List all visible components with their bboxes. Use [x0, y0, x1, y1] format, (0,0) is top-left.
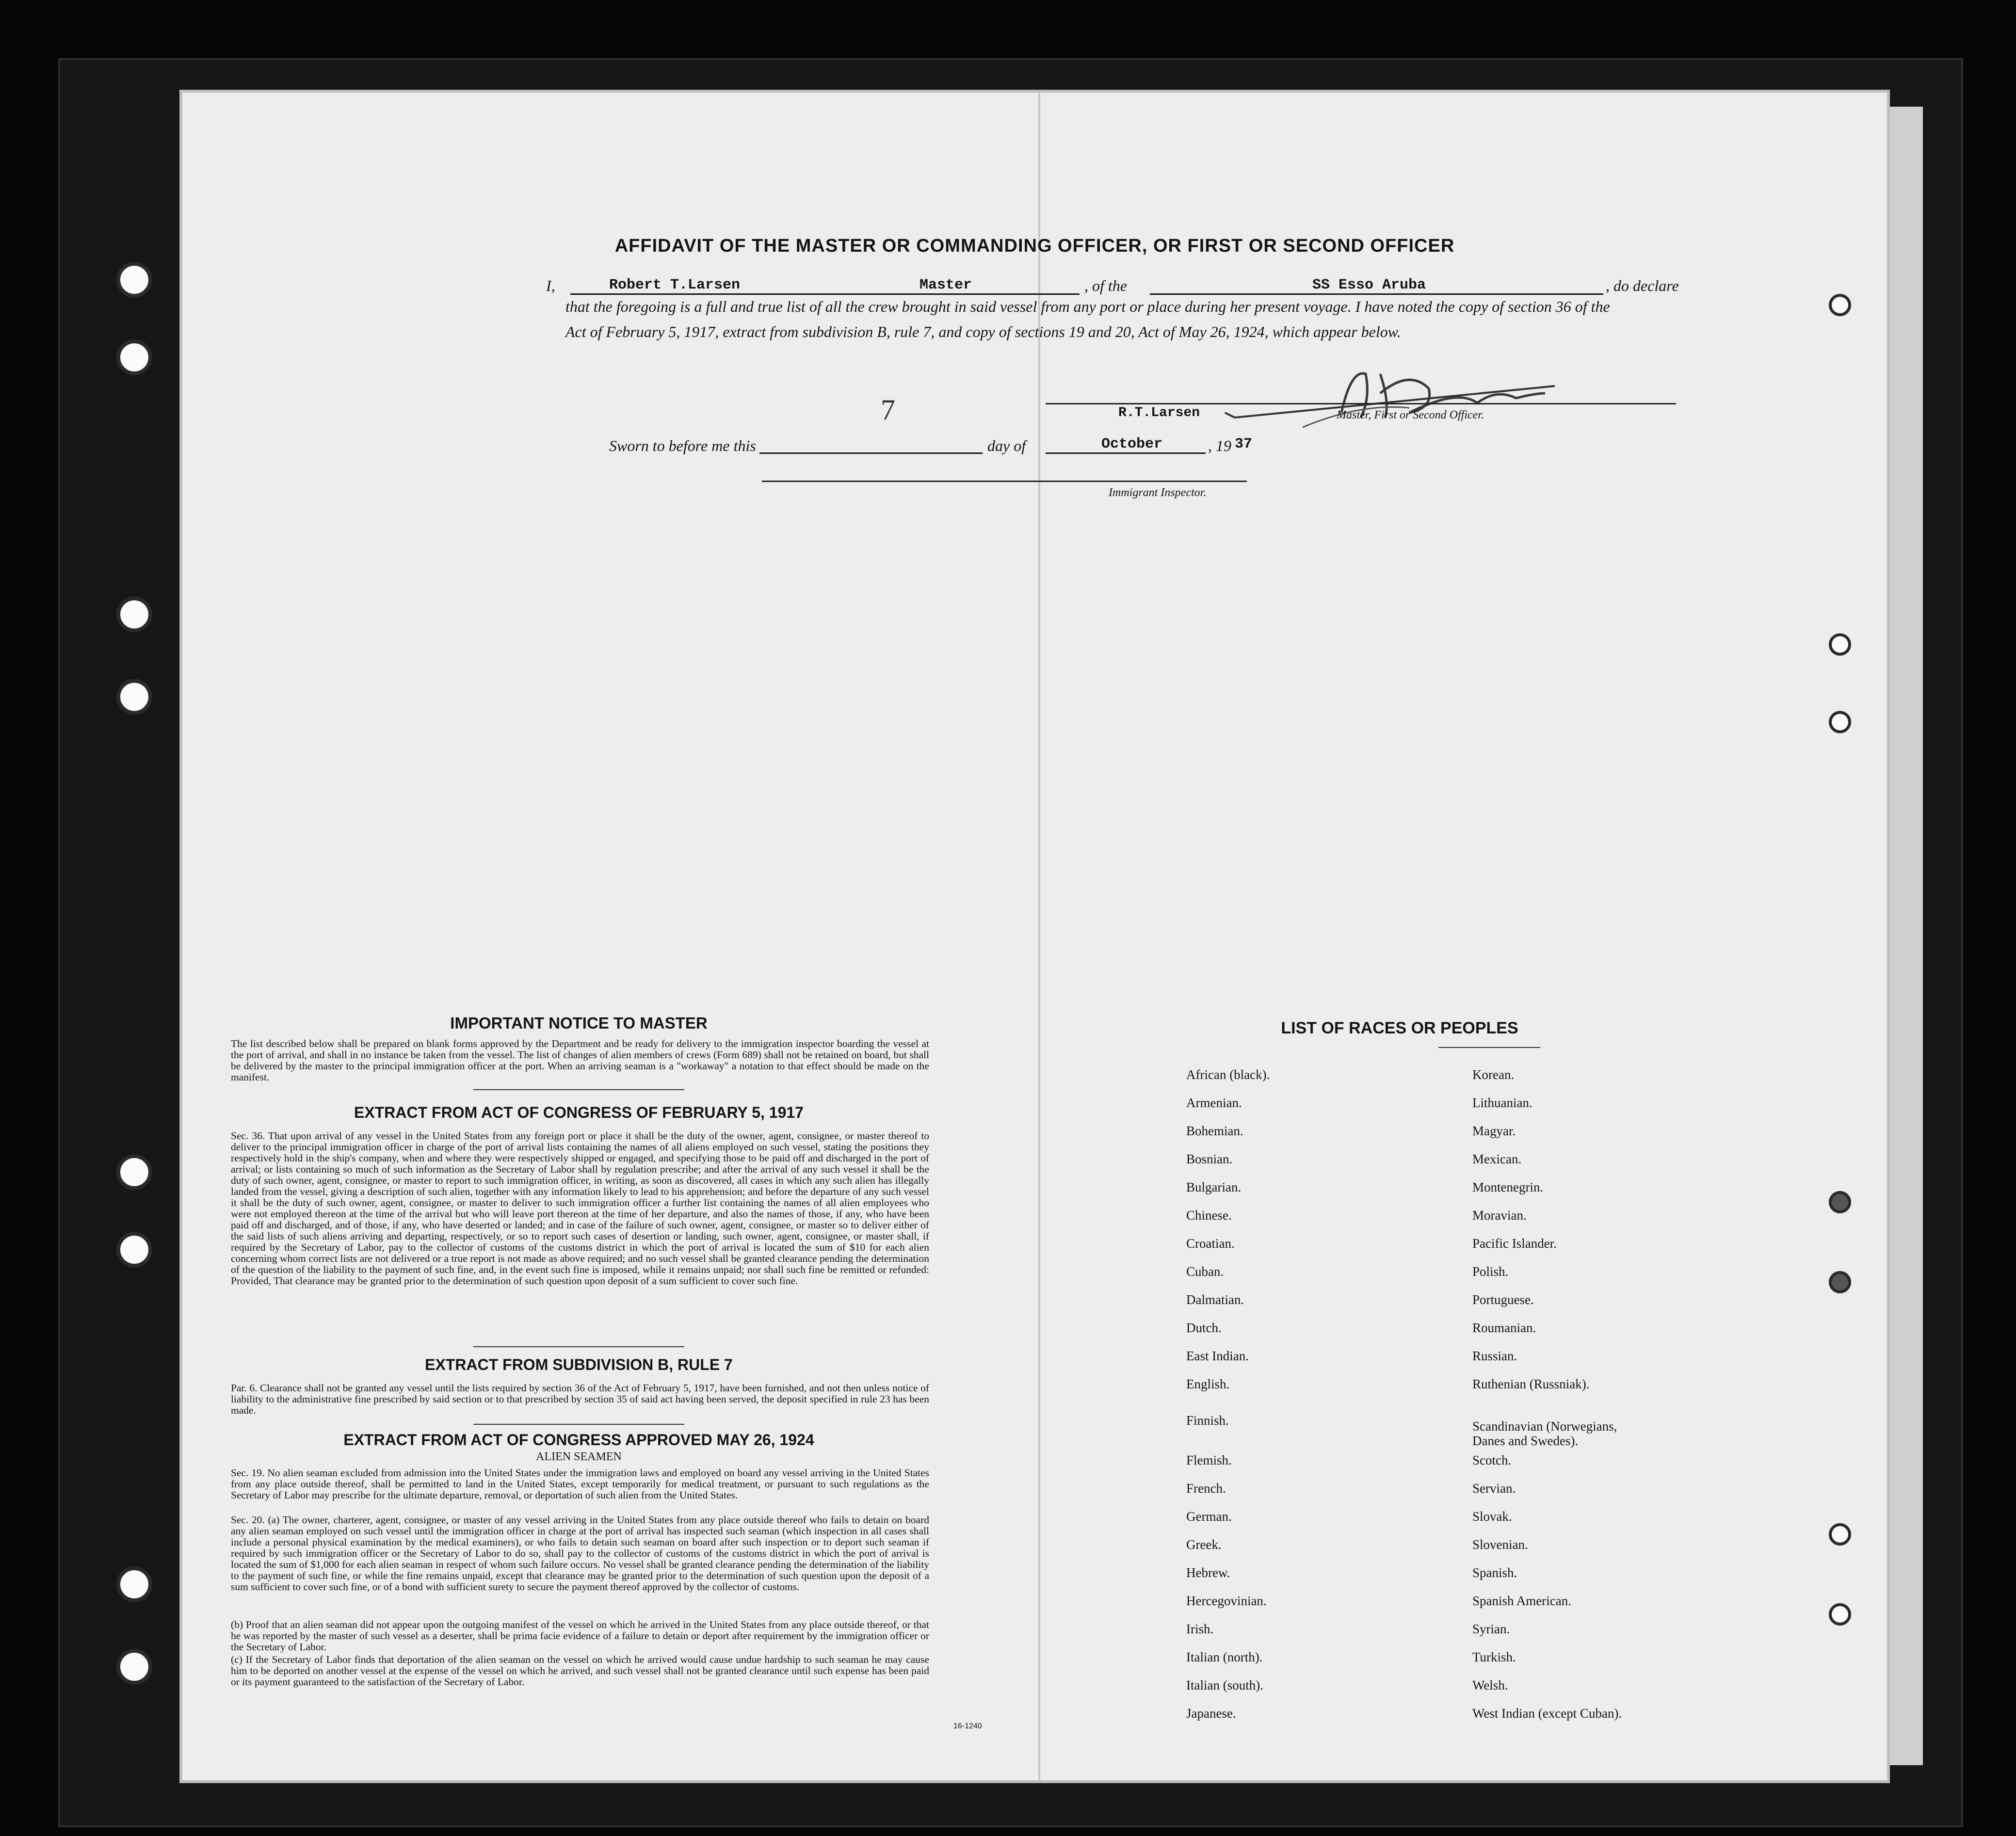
form-number: 16-1240 — [953, 1722, 982, 1730]
race-item: Italian (south). — [1186, 1677, 1263, 1692]
race-item: Russian. — [1472, 1349, 1517, 1363]
race-item: Croatian. — [1186, 1236, 1235, 1251]
race-item: Slovenian. — [1472, 1537, 1528, 1552]
extract-1924-heading: EXTRACT FROM ACT OF CONGRESS APPROVED MAY 26, 1924 — [343, 1431, 814, 1449]
sec19-text: Sec. 19. No alien seaman excluded from admission into the United States under the immigration laws and employed on board any vessel arriving in the United States from any place outside thereof, shall be permitted to land in the United States, except temporarily for medical treatment, or pursuant to such regulations as the Secretary of Labor may prescribe for the ultimate departure, removal, or deportation of such alien from the United States. — [231, 1467, 929, 1501]
of-the-label: , of the — [1084, 277, 1127, 294]
race-item: Spanish American. — [1472, 1593, 1571, 1608]
race-item: Portuguese. — [1472, 1292, 1534, 1307]
race-item: Lithuanian. — [1472, 1095, 1532, 1110]
day-line — [759, 435, 983, 454]
affidavit-body: that the foregoing is a full and true list of all the crew brought in said vessel from any port or place during her present voyage. I have noted the copy of section 36 of the Act of February 5, 1917, extract from subdivision B, rule 7, and copy of sections 19 and 20, Act of May 26, 1924, which appear below. — [565, 298, 1610, 340]
signature-typed: R.T.Larsen — [1118, 405, 1200, 420]
notice-heading: IMPORTANT NOTICE TO MASTER — [450, 1014, 708, 1032]
punch-hole — [1829, 294, 1851, 316]
race-item: Scandinavian (Norwegians, Danes and Swedes). — [1472, 1419, 1617, 1448]
race-item: Syrian. — [1472, 1621, 1510, 1636]
race-item: Moravian. — [1472, 1208, 1527, 1223]
day-handwritten: 7 — [881, 394, 895, 426]
divider — [1438, 1047, 1540, 1048]
race-item: Finnish. — [1186, 1413, 1229, 1428]
underlying-page-edge — [1887, 107, 1923, 1765]
extract-rule7-heading: EXTRACT FROM SUBDIVISION B, RULE 7 — [425, 1356, 733, 1373]
punch-hole — [116, 339, 152, 375]
race-item: Korean. — [1472, 1067, 1515, 1082]
race-item: East Indian. — [1186, 1349, 1249, 1363]
punch-hole — [116, 262, 152, 298]
race-item: Roumanian. — [1472, 1321, 1536, 1335]
punch-hole — [116, 679, 152, 715]
race-item: West Indian (except Cuban). — [1472, 1706, 1622, 1721]
punch-hole — [1829, 711, 1851, 733]
sec20c-text: (c) If the Secretary of Labor finds that deportation of the alien seaman on the vessel on which he arrived would cause undue hardship to such seaman he may cause him to be deported on another vessel at the expense of the vessel on which he arrived, and such vessel shall not be granted clearance until such expense has been paid or its payment guaranteed to the satisfaction of the Secretary of Labor. — [231, 1654, 929, 1688]
race-item: Greek. — [1186, 1537, 1222, 1552]
divider — [473, 1346, 684, 1347]
punch-hole — [1829, 1603, 1851, 1626]
race-item: Dutch. — [1186, 1321, 1222, 1335]
race-item: Dalmatian. — [1186, 1292, 1244, 1307]
race-item: Ruthenian (Russniak). — [1472, 1377, 1590, 1391]
punch-hole — [116, 1566, 152, 1602]
punch-hole — [1829, 1271, 1851, 1293]
punch-hole — [1829, 633, 1851, 656]
vessel-name: SS Esso Aruba — [1312, 277, 1426, 293]
race-item: Mexican. — [1472, 1152, 1522, 1166]
inspector-line — [762, 481, 1247, 482]
race-item: Hercegovinian. — [1186, 1593, 1267, 1608]
punch-hole — [1829, 1523, 1851, 1546]
sworn-label: Sworn to before me this — [609, 437, 756, 454]
race-item: Scotch. — [1472, 1452, 1512, 1467]
affidavit-heading: AFFIDAVIT OF THE MASTER OR COMMANDING OFFICER, OR FIRST OR SECOND OFFICER — [614, 236, 1455, 256]
divider — [473, 1424, 684, 1425]
punch-hole — [1829, 1191, 1851, 1213]
signature-role: Master, First or Second Officer. — [1337, 409, 1484, 421]
race-item: Bosnian. — [1186, 1152, 1233, 1166]
race-item: Magyar. — [1472, 1124, 1516, 1138]
race-item: German. — [1186, 1509, 1232, 1524]
race-item: Japanese. — [1186, 1706, 1236, 1721]
punch-hole — [116, 1649, 152, 1685]
race-item: Bohemian. — [1186, 1124, 1243, 1138]
punch-hole — [116, 1154, 152, 1190]
do-declare-label: , do declare — [1606, 277, 1679, 294]
punch-hole — [116, 596, 152, 632]
race-item: Hebrew. — [1186, 1565, 1230, 1580]
master-name: Robert T.Larsen — [609, 277, 741, 293]
race-item: French. — [1186, 1481, 1226, 1496]
race-item: Italian (north). — [1186, 1649, 1263, 1664]
extract-1917-heading: EXTRACT FROM ACT OF CONGRESS OF FEBRUARY 5, 1917 — [354, 1104, 804, 1121]
year-value: 37 — [1235, 436, 1253, 452]
notice-text: The list described below shall be prepared on blank forms approved by the Department and be ready for delivery to the immigration inspector boarding the vessel at the port of arrival, and shall in no instance be taken from the vessel. The list of changes of alien members of crews (Form 689) shall not be retained on board, but shall be delivered by the master to the principal immigration officer at the port. When an arriving seaman is a "workaway" a notation to that effect should be made on the manifest. — [231, 1038, 929, 1083]
race-item: Spanish. — [1472, 1565, 1517, 1580]
race-item: English. — [1186, 1377, 1230, 1391]
race-item: Montenegrin. — [1472, 1180, 1544, 1194]
sec20b-text: (b) Proof that an alien seaman did not appear upon the outgoing manifest of the vessel on which he arrived in the United States from any place outside thereof, or that he was reported by the master of such vessel as a deserter, shall be prima facie evidence of a failure to detain or deport after requirement by the immigration officer or the Secretary of Labor. — [231, 1619, 929, 1653]
punch-hole — [116, 1232, 152, 1268]
divider — [473, 1089, 684, 1090]
race-item: African (black). — [1186, 1067, 1270, 1082]
race-item: Servian. — [1472, 1481, 1516, 1496]
signature-line — [1046, 403, 1676, 404]
year-prefix: , 19 — [1208, 437, 1231, 454]
race-item: Polish. — [1472, 1264, 1509, 1279]
race-item: Cuban. — [1186, 1264, 1224, 1279]
sec20a-text: Sec. 20. (a) The owner, charterer, agent, consignee, or master of any vessel arriving in the United States from any place outside thereof who fails to detain on board any alien seaman employed on such vessel until the immigration officer in charge at the port of arrival has inspected such seaman (which inspection in all cases shall include a personal physical examination by the medical examiners), or who fails to detain such seaman on board after such inspection or to deport such seaman if required by such immigration officer or the Secretary of Labor to do so, shall pay to the collector of customs of the customs district in which the port of arrival is located the sum of $1,000 for each alien seaman in respect of whom such failure occurs. No vessel shall be granted clearance pending the determination of the liability to the payment of such fine, or while the fine remains unpaid, except that clearance may be granted prior to the determination of such question upon the deposit of a sum sufficient to cover such fine, or of a bond with sufficient surety to secure the payment thereof approved by the collector of customs. — [231, 1514, 929, 1593]
document-page — [179, 90, 1890, 1783]
races-heading: LIST OF RACES OR PEOPLES — [1281, 1019, 1518, 1037]
extract-1917-text: Sec. 36. That upon arrival of any vessel in the United States from any foreign port or place it shall be the duty of the owner, agent, consignee, or master thereof to deliver to the principal immigration officer in charge of the port of arrival lists containing the names of all aliens employed on such vessel, stating the positions they respectively hold in the ship's company, when and where they were respectively shipped or engaged, and specifying those to be paid off and discharged in the port of arrival; or lists containing so much of such information as the Secretary of Labor shall by regulation prescribe; and after the arrival of any such vessel it shall be the duty of such owner, agent, consignee, or master to report to such immigration officer, in writing, as soon as discovered, all cases in which any such alien has illegally landed from the vessel, giving a description of such alien, together with any information likely to lead to his apprehension; and before the departure of any such vessel it shall be the duty of such owner, agent, consignee, or master to deliver to such immigration officer a further list containing the names of all alien employees who were not employed thereon at the time of the arrival but who will leave port thereon at the time of her departure, and also the names of those, if any, who have been paid off and discharged, and of those, if any, who have deserted or landed; and in case of the failure of such owner, agent, consignee, or master so to deliver either of the said lists of such aliens arriving and departing, respectively, or so to report such cases of desertion or landing, such owner, agent, consignee, or master shall, if required by the Secretary of Labor, pay to the collector of customs of the customs district in which the port of arrival is located the sum of $10 for each alien concerning whom correct lists are not delivered or a true report is not made as above required; and no such vessel shall be granted clearance pending the determination of the question of the liability to the payment of such fine, and, in the event such fine is imposed, while it remains unpaid; nor shall such fine be remitted or refunded: Provided, That clearance may be granted prior to the determination of such question upon deposit of a sum sufficient to cover such fine. — [231, 1130, 929, 1287]
master-rank: Master — [919, 277, 972, 293]
race-item: Turkish. — [1472, 1649, 1516, 1664]
race-item: Bulgarian. — [1186, 1180, 1242, 1194]
race-item: Pacific Islander. — [1472, 1236, 1557, 1251]
race-item: Flemish. — [1186, 1452, 1232, 1467]
month-value: October — [1101, 436, 1163, 452]
page-fold — [1038, 93, 1040, 1780]
race-item: Irish. — [1186, 1621, 1214, 1636]
race-item: Welsh. — [1472, 1677, 1508, 1692]
race-item: Slovak. — [1472, 1509, 1512, 1524]
inspector-label: Immigrant Inspector. — [1109, 486, 1207, 499]
extract-1924-subheading: ALIEN SEAMEN — [536, 1450, 622, 1463]
day-of-label: day of — [987, 437, 1026, 454]
i-label: I, — [546, 277, 555, 294]
race-item: Armenian. — [1186, 1095, 1242, 1110]
race-item: Chinese. — [1186, 1208, 1232, 1223]
extract-rule7-text: Par. 6. Clearance shall not be granted any vessel until the lists required by section 36 of the Act of February 5, 1917, have been furnished, and not then unless notice of liability to the administrative fine prescribed by said section or to that prescribed by section 35 of said act having been served, the deposit specified in rule 23 has been made. — [231, 1382, 929, 1416]
